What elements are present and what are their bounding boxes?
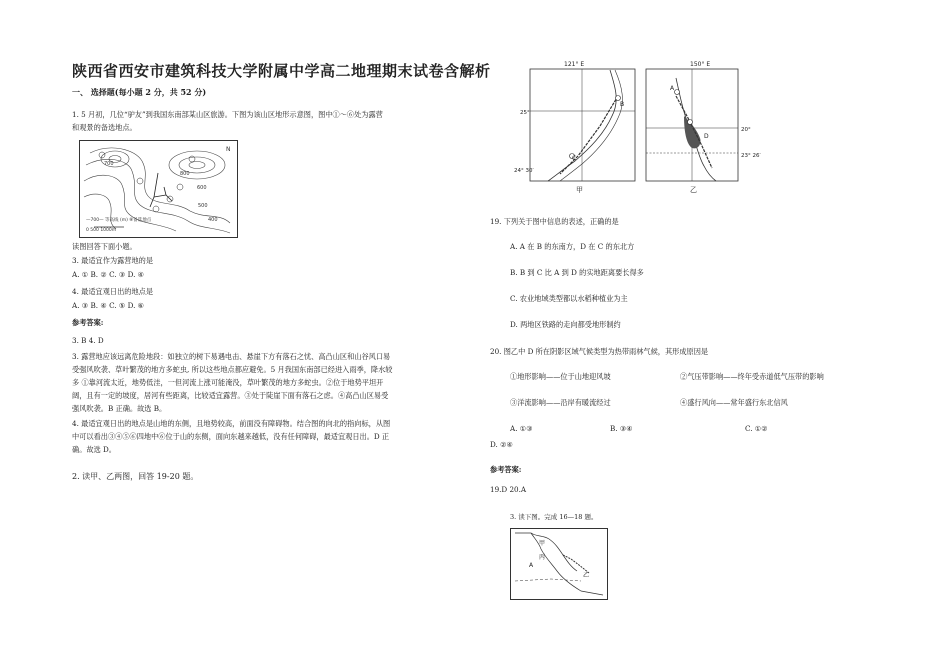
map3-label-jia: 甲 <box>539 540 546 547</box>
q19-stem: 19. 下列关于图中信息的表述，正确的是 <box>490 217 619 226</box>
page-title: 陕西省西安市建筑科技大学附属中学高二地理期末试卷含解析 <box>72 62 491 80</box>
answer-1: 3. B 4. D <box>72 336 104 345</box>
q19-option-a: A. A 在 B 的东南方，D 在 C 的东北方 <box>510 242 635 251</box>
label-d: D <box>704 133 709 140</box>
north-arrow: N <box>226 146 231 153</box>
contour-label-600: 600 <box>197 185 207 191</box>
contour-label-400: 400 <box>208 217 218 223</box>
q4-stem: 4. 最适宜观日出的地点是 <box>72 287 154 296</box>
q19-option-b: B. B 到 C 比 A 到 D 的实地距离要长得多 <box>510 268 644 277</box>
answer-label-1: 参考答案: <box>72 318 104 327</box>
contour-map <box>79 140 238 238</box>
q3-stem: 3. 最适宜作为露营地的是 <box>72 256 154 265</box>
q20-option-b: B. ③④ <box>610 424 633 433</box>
q20-option-c: C. ①② <box>745 424 768 433</box>
q3b-stem: 3. 读下图。完成 16—18 题。 <box>510 513 598 521</box>
contour-label-800: 800 <box>180 171 190 177</box>
map-scale: 0 500 1000m <box>86 228 117 233</box>
caption-jia: 甲 <box>576 186 583 194</box>
map3-label-a: A <box>529 562 534 569</box>
q20-item-2: ②气压带影响——终年受赤道低气压带的影响 <box>680 372 824 381</box>
lon-121: 121° E <box>564 61 585 68</box>
q4-options: A. ③ B. ④ C. ⑤ D. ⑥ <box>72 301 145 310</box>
q19-option-d: D. 两地区铁路的走向都受地形制约 <box>510 320 621 329</box>
answer-label-2: 参考答案: <box>490 465 522 474</box>
q20-option-a: A. ①③ <box>510 424 533 433</box>
caption-yi: 乙 <box>690 186 697 194</box>
lon-150: 150° E <box>690 61 711 68</box>
contour-label-500: 500 <box>198 203 208 209</box>
explanation-3-line4: 阔，且有一定的坡度，居河有些距离，比较适宜露营。③处于陡崖下面有落石之虑。④高凸山区易受 <box>72 391 389 400</box>
lat-20: 20° <box>741 127 751 133</box>
q19-option-c: C. 农业地域类型都以水稻种植业为主 <box>510 294 628 303</box>
answer-2: 19.D 20.A <box>490 485 527 494</box>
label-c: C <box>572 155 577 162</box>
map-legend: —700— 等高线 (m) ⑧备选地点 <box>86 218 152 223</box>
explanation-3-line3: 多 ①靠河流太近，地势低洼，一但河流上涨可能淹没，草叶繁茂的地方多蛇虫。②位于地势平坦开 <box>72 378 384 387</box>
map-3 <box>510 528 608 600</box>
q20-item-1: ①地形影响——位于山地迎风坡 <box>510 372 611 381</box>
q2-stem: 2. 读甲、乙两图，回答 19-20 题。 <box>72 472 199 481</box>
q20-item-3: ③洋流影响——沿岸有暖流经过 <box>510 398 611 407</box>
label-a: A <box>670 85 675 92</box>
contour-label-700: 700 <box>104 161 114 167</box>
lat-2326: 23° 26′ <box>741 153 761 159</box>
label-b: B <box>620 101 625 108</box>
map3-label-yi: 乙 <box>583 572 590 579</box>
q1-intro-line2: 和观景的备选地点。 <box>72 123 137 132</box>
explanation-4-line2: 中可以看出③④⑤⑥四地中⑥位于山的东侧，面向东越来越低，没有任何障碍，最适宜观日出。D 正 <box>72 432 390 441</box>
explanation-4-line1: 4. 最适宜观日出的地点是山地的东侧，且地势较高，前面没有障碍物。结合图的向北的指向标，从图 <box>72 419 391 428</box>
lat-2430: 24° 30′ <box>514 168 534 174</box>
section-heading: 一、 选择题(每小题 2 分，共 52 分) <box>72 87 207 97</box>
q3-options: A. ① B. ② C. ③ D. ④ <box>72 270 145 279</box>
q1-intro-line1: 1. 5 月初，几位“驴友”到我国东南部某山区旅游。下图为该山区地形示意图，图中①～⑥处为露营 <box>72 110 383 119</box>
explanation-3-line5: 强风吹袭。B 正确。故选 B。 <box>72 404 167 413</box>
maps-jia-yi <box>514 56 761 196</box>
q20-option-d: D. ②④ <box>490 440 513 449</box>
read-instruction: 读图回答下面小题。 <box>72 242 137 251</box>
explanation-3-line1: 3. 露营地应该远离危险地段：如独立的树下易遇电击、悬崖下方有落石之忧、高凸山区和山谷风口易 <box>72 352 391 361</box>
q20-item-4: ④盛行风向——常年盛行东北信风 <box>680 398 788 407</box>
q20-stem: 20. 图乙中 D 所在阴影区域气候类型为热带雨林气候，其形成原因是 <box>490 347 709 356</box>
lat-25: 25° <box>520 110 530 116</box>
explanation-4-line3: 确。故选 D。 <box>72 445 116 454</box>
map3-label-bing: 丙 <box>539 554 546 561</box>
explanation-3-line2: 受强风吹袭、草叶繁茂的地方多蛇虫, 所以这些地点都应避免。5 月我国东南部已经进入雨季，降水较 <box>72 365 393 374</box>
